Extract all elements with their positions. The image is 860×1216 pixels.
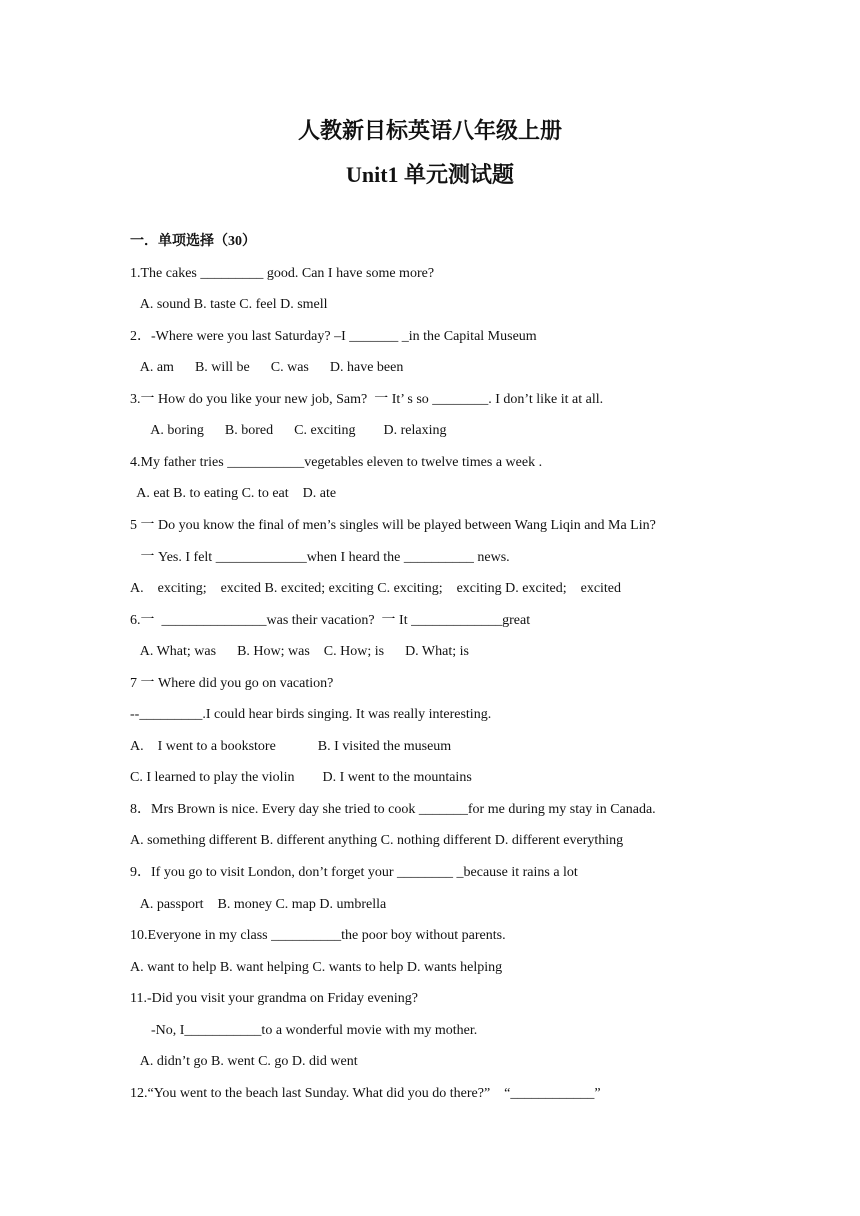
question-line: --_________.I could hear birds singing. It was really interesting.	[130, 707, 492, 722]
question-line: 一 Yes. I felt _____________when I heard the __________ news.	[130, 550, 510, 565]
question-line: 2．-Where were you last Saturday? –I _______ _in the Capital Museum	[130, 329, 537, 344]
options-line: A. want to help B. want helping C. wants to help D. wants helping	[130, 960, 503, 975]
options-line: A. something different B. different anything C. nothing different D. different everything	[130, 833, 624, 848]
question-line: 8．Mrs Brown is nice. Every day she tried to cook _______for me during my stay in Canada.	[130, 802, 656, 817]
question-line: 1.The cakes _________ good. Can I have some more?	[130, 266, 435, 281]
options-line: A. What; was B. How; was C. How; is D. What; is	[130, 644, 469, 659]
question-line: 11.-Did you visit your grandma on Friday evening?	[130, 991, 418, 1006]
options-line: A. didn’t go B. went C. go D. did went	[130, 1054, 358, 1069]
options-line: A. am B. will be C. was D. have been	[130, 360, 404, 375]
options-line: C. I learned to play the violin D. I went to the mountains	[130, 770, 472, 785]
question-line: 7 一 Where did you go on vacation?	[130, 676, 334, 691]
options-line: A. exciting; excited B. excited; exciting C. exciting; exciting D. excited; excited	[130, 581, 622, 596]
question-line: -No, I___________to a wonderful movie with my mother.	[130, 1023, 478, 1038]
question-line: 5 一 Do you know the final of men’s singles will be played between Wang Liqin and Ma Lin?	[130, 518, 656, 533]
options-line: A. eat B. to eating C. to eat D. ate	[130, 486, 337, 501]
question-line: 9．If you go to visit London, don’t forget your ________ _because it rains a lot	[130, 865, 578, 880]
options-line: A. boring B. bored C. exciting D. relaxing	[130, 423, 447, 438]
page-subtitle: Unit1 单元测试题	[345, 162, 515, 187]
options-line: A. passport B. money C. map D. umbrella	[130, 897, 387, 912]
options-line: A. I went to a bookstore B. I visited the museum	[130, 739, 452, 754]
page-title: 人教新目标英语八年级上册	[297, 118, 562, 143]
question-line: 4.My father tries ___________vegetables eleven to twelve times a week .	[130, 455, 543, 470]
question-line: 3.一 How do you like your new job, Sam? 一 It’ s so ________. I don’t like it at all.	[130, 392, 604, 407]
question-line: 10.Everyone in my class __________the poor boy without parents.	[130, 928, 506, 943]
question-line: 6.一 _______________was their vacation? 一 It _____________great	[130, 613, 531, 628]
section-heading: 一．单项选择（30）	[130, 234, 256, 249]
options-line: A. sound B. taste C. feel D. smell	[130, 297, 328, 312]
question-line: 12.“You went to the beach last Sunday. What did you do there?” “____________”	[130, 1086, 601, 1101]
